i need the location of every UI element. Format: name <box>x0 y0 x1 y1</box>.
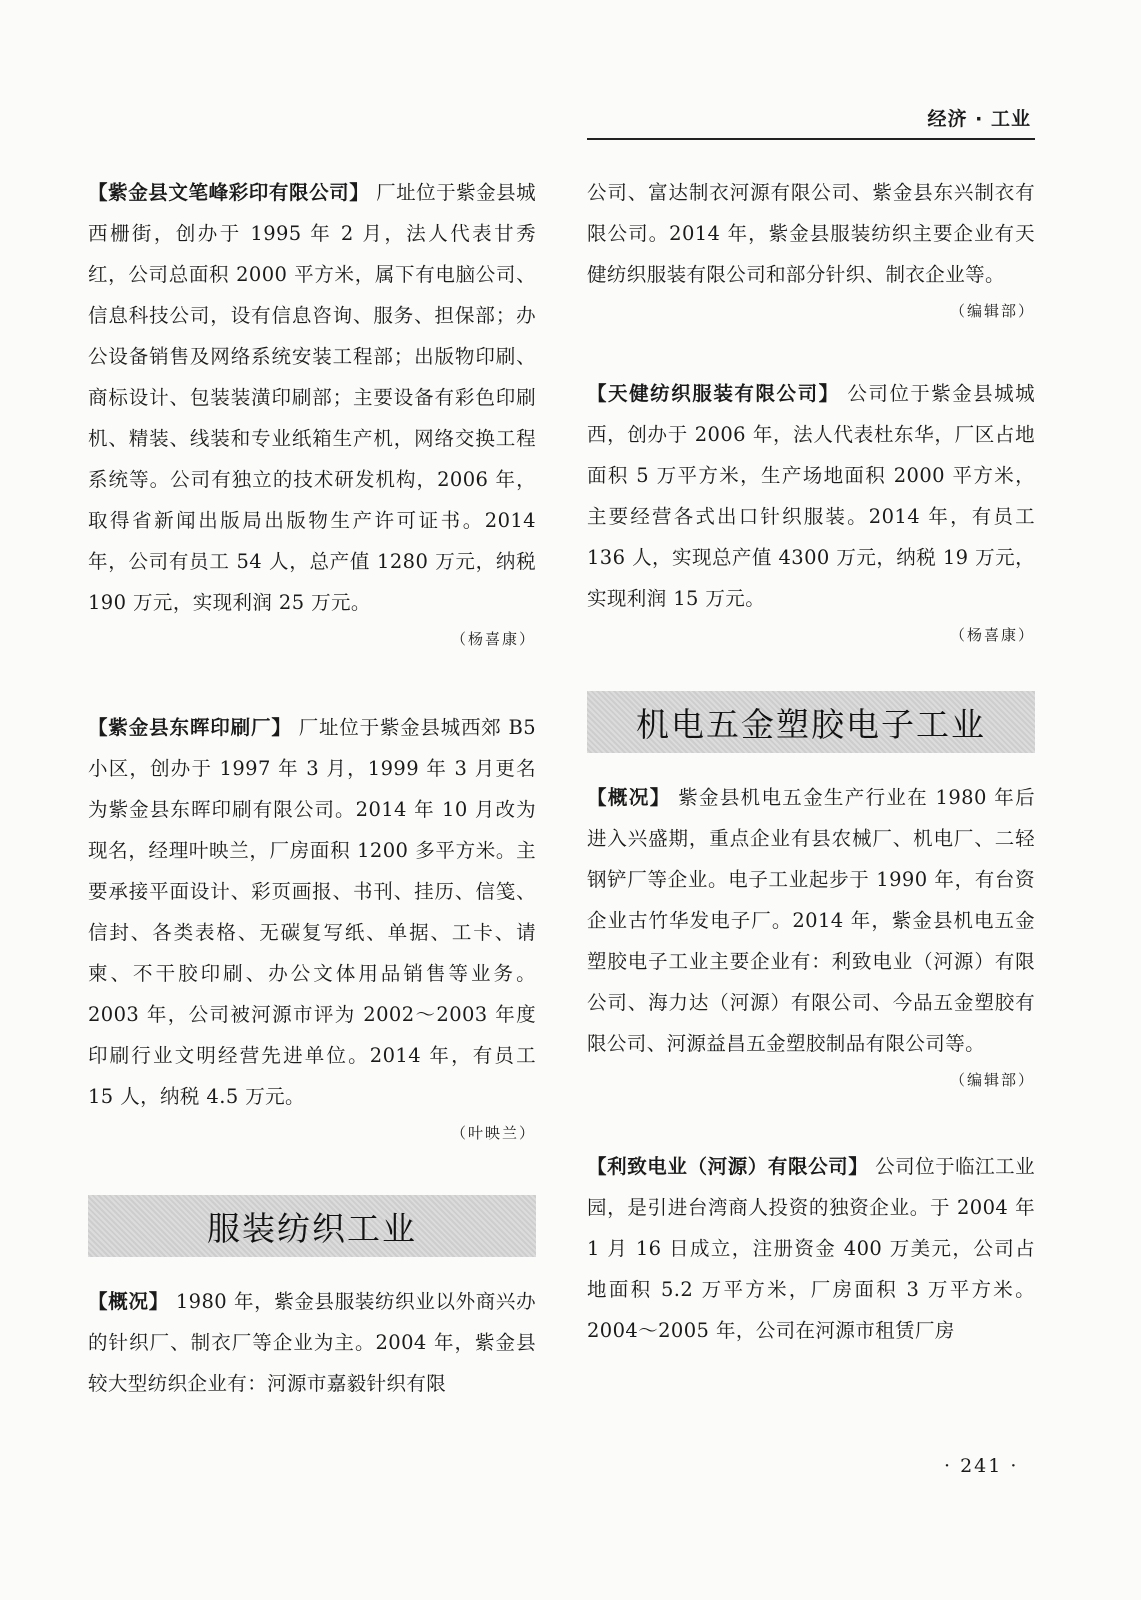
entry-author: （编辑部） <box>949 302 1035 320</box>
entry-body: 厂址位于紫金县城西郊 B5 小区，创办于 1997 年 3 月，1999 年 3 月更名为紫金县东晖印刷有限公司。2014 年 10 月改为现名，经理叶映兰，厂房面积 1200 多平方米。主要承接平面设计、彩页画报、书刊、挂历、信笺、信封、各类表格、无碳复写纸、单据、工卡、请柬、不干胶印刷、办公文体用品销售等业务。2003 年，公司被河源市评为 2002～2003 年度印刷行业文明经营先进单位。2014 年，有员工 15 人，纳税 4.5 万元。 <box>88 716 536 1108</box>
entry-author: （叶映兰） <box>450 1124 536 1142</box>
entry-title: 【紫金县文笔峰彩印有限公司】 <box>88 181 370 204</box>
entry-body: 1980 年，紫金县服装纺织业以外商兴办的针织厂、制衣厂等企业为主。2004 年，紫金县较大型纺织企业有：河源市嘉毅针织有限 <box>88 1290 536 1395</box>
entry-body: 公司位于临江工业园，是引进台湾商人投资的独资企业。于 2004 年 1 月 16 日成立，注册资金 400 万美元，公司占地面积 5.2 万平方米，厂房面积 3 万平方米。2004～2005 年，公司在河源市租赁厂房 <box>587 1155 1035 1342</box>
entry-electromechanical-overview <box>587 777 1035 1064</box>
entry-author: （杨喜康） <box>450 630 536 648</box>
entry-body: 公司位于紫金县城城西，创办于 2006 年，法人代表杜东华，厂区占地面积 5 万平方米，生产场地面积 2000 平方米，主要经营各式出口针织服装。2014 年，有员工 136 人，实现总产值 4300 万元，纳税 19 万元，实现利润 15 万元。 <box>587 382 1035 610</box>
header-rule <box>587 138 1035 140</box>
section-heading-textile: 服装纺织工业 <box>88 1195 536 1257</box>
entry-wenbifeng <box>88 172 536 623</box>
entry-author: （编辑部） <box>949 1071 1035 1089</box>
entry-body: 厂址位于紫金县城西栅街，创办于 1995 年 2 月，法人代表甘秀红，公司总面积 2000 平方米，属下有电脑公司、信息科技公司，设有信息咨询、服务、担保部；办公设备销售及网络系统安装工程部；出版物印刷、商标设计、包装装潢印刷部；主要设备有彩色印刷机、精装、线装和专业纸箱生产机，网络交换工程系统等。公司有独立的技术研发机构，2006 年，取得省新闻出版局出版物生产许可证书。2014 年，公司有员工 54 人，总产值 1280 万元，纳税 190 万元，实现利润 25 万元。 <box>88 181 536 614</box>
running-head: 经济 · 工业 <box>927 108 1031 130</box>
section-heading-electromechanical: 机电五金塑胶电子工业 <box>587 691 1035 753</box>
entry-title: 【利致电业（河源）有限公司】 <box>587 1155 869 1178</box>
entry-donghui <box>88 707 536 1117</box>
entry-body: 公司、富达制衣河源有限公司、紫金县东兴制衣有限公司。2014 年，紫金县服装纺织主要企业有天健纺织服装有限公司和部分针织、制衣企业等。 <box>587 181 1035 286</box>
entry-body: 紫金县机电五金生产行业在 1980 年后进入兴盛期，重点企业有县农械厂、机电厂、二轻钢铲厂等企业。电子工业起步于 1990 年，有台资企业古竹华发电子厂。2014 年，紫金县机电五金塑胶电子工业主要企业有：利致电业（河源）有限公司、海力达（河源）有限公司、今品五金塑胶有限公司、河源益昌五金塑胶制品有限公司等。 <box>587 786 1035 1055</box>
entry-textile-overview <box>88 1281 536 1404</box>
left-column <box>88 172 536 1404</box>
entry-lizhi <box>587 1146 1035 1351</box>
right-column <box>587 172 1035 1351</box>
page-number: · 241 · <box>944 1455 1019 1477</box>
entry-author: （杨喜康） <box>949 626 1035 644</box>
entry-textile-continued <box>587 172 1035 295</box>
entry-title: 【天健纺织服装有限公司】 <box>587 382 840 405</box>
entry-tianjian <box>587 373 1035 619</box>
entry-title: 【概况】 <box>88 1290 170 1313</box>
entry-title: 【概况】 <box>587 786 671 809</box>
entry-title: 【紫金县东晖印刷厂】 <box>88 716 292 739</box>
